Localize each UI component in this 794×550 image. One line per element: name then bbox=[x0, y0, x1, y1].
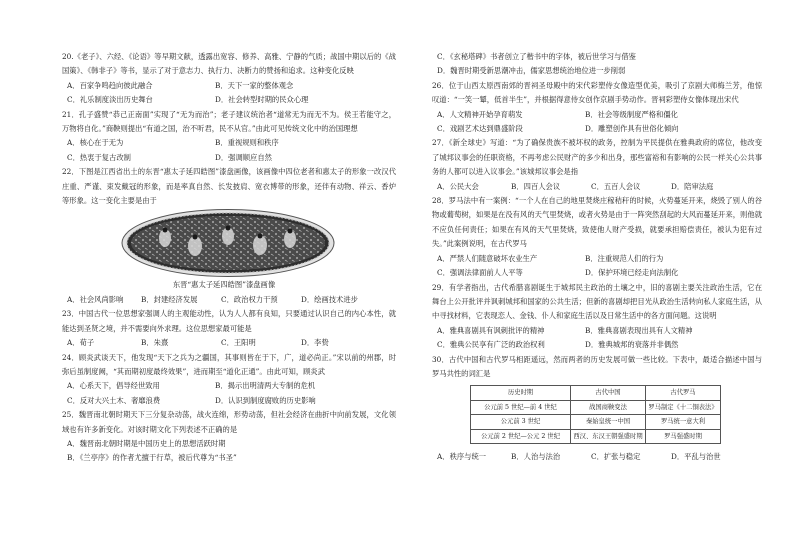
option-c: C．政治权力干预 bbox=[221, 294, 278, 304]
option-d: D．社会转型时期的民众心理 bbox=[215, 95, 309, 105]
question-stem: 25．魏晋南北朝时期天下三分复杂动荡，战火连绵，形势动荡，但社会经济在曲折中向前发展，文化领域也有许多新变化。对该时期文化下列表述不正确的是 bbox=[62, 410, 396, 434]
option-b: B．雅典喜剧表现出具有人文精神 bbox=[585, 325, 693, 335]
option-b: B．天下一家的整体观念 bbox=[215, 80, 294, 90]
question-25 bbox=[62, 408, 396, 466]
options bbox=[432, 450, 762, 464]
question-24 bbox=[62, 351, 396, 409]
option-b: B．封建经济发展 bbox=[141, 294, 198, 304]
option-b: B．社会等级制度严格和僵化 bbox=[585, 109, 678, 119]
option-b: B．四百人会议 bbox=[511, 181, 561, 191]
option-a: A．严禁人们随意破坏农业生产 bbox=[437, 253, 538, 263]
option-c: C．五百人会议 bbox=[591, 181, 641, 191]
table-row bbox=[471, 415, 721, 430]
table-cell: 罗马强盛时期 bbox=[646, 429, 721, 444]
comparison-table bbox=[470, 385, 721, 444]
question-stem: 30．古代中国和古代罗马相距遥远，然而两者的历史发展可做一些比较。下表中，最适合描述中国与罗马共性的词汇是 bbox=[432, 354, 762, 378]
option-c: C．反对大兴土木、奢靡浪费 bbox=[67, 395, 161, 405]
option-a: A．社会风尚影响 bbox=[67, 294, 124, 304]
question-21 bbox=[62, 108, 396, 166]
question-stem: 20.《老子》、六经、《论语》等早期文献，透露出宽容、修养、高雅、宁静的气质；战国中期以后的《战国策》、《韩非子》等书，显示了对于意志力、执行力、决断力的赞扬和追求。这种变化反映 bbox=[62, 52, 396, 76]
question-stem: 21．孔子盛赞“恭己正南面”实现了“无为而治”；老子建议统治者“道常无为而无不为。侯王若能守之，万物将自化。”商鞅则提出“有道之国，治不听君，民不从官。”由此可见传统文化中的治国理想 bbox=[62, 109, 396, 134]
option-d: D．强调顺应自然 bbox=[215, 152, 272, 162]
option-b: B．人治与法治 bbox=[511, 452, 561, 462]
option-d: D．雕塑创作具有世俗化倾向 bbox=[585, 124, 679, 134]
question-stem: 24．顾炎武谈天下，他发现“天下之兵为之疆国，其事则皆在于下，广，道必尚正。”宋以前的州郡，时弥后虽制度阙，“其而期初度最终效果”，进而期至“道化正通”。由此可知，顾炎武 bbox=[62, 352, 396, 376]
table-cell: 罗马统一意大利 bbox=[646, 415, 721, 430]
options bbox=[62, 437, 396, 466]
table-header: 古代罗马 bbox=[646, 386, 721, 401]
right-column bbox=[432, 50, 762, 465]
table-cell: 西汉、东汉王朝强盛时期 bbox=[571, 429, 646, 444]
question-stem: 27．《新全球史》写道：“为了确保贵族不被坏权的政务，控制为平民提供在雅典政府的席位，他改变了城邦议事会的任职资格，不再考虑公民财产的多少和出身，那些富裕和有影响的公民一样关心公共事务的人都可以进入议事会。”该城邦议事会是指 bbox=[432, 138, 762, 177]
option-d: D．认识到制度腐败的历史影响 bbox=[215, 395, 316, 405]
option-d: D．平乱与治世 bbox=[671, 452, 721, 462]
question-22 bbox=[62, 165, 396, 307]
table-cell: 秦始皇统一中国 bbox=[571, 415, 646, 430]
option-d: D．雅典城邦的衰落并非偶然 bbox=[585, 340, 679, 350]
option-b: B．《兰亭序》的作者尤擅于行草，被后代尊为“书圣” bbox=[67, 453, 237, 463]
table-cell: 罗马制定《十二铜表法》 bbox=[646, 400, 721, 415]
option-d: D．保护环境已经走向法制化 bbox=[585, 268, 679, 278]
option-a: A．雅典喜剧具有讽刺批评的精神 bbox=[437, 325, 545, 335]
option-a: A．荀子 bbox=[67, 338, 95, 348]
figure-caption: 东晋“惠太子延四皓图”漆盘画像 bbox=[172, 280, 276, 290]
options bbox=[432, 108, 762, 137]
question-20 bbox=[62, 50, 396, 108]
question-stem: 28．罗马法中有一案例：“一个人在自己的地里焚烧庄稼秸秆的时候，火势蔓延开来，烧毁了别人的谷物或葡萄树，如果是在没有风的天气里焚烧，或者火势是由于一阵突然刮起的大风而蔓延开来，则他就不应负任何责任；如果在有风的天气里焚烧，致使他人财产受损，就要承担赔偿责任，被认为犯有过失。”此案例说明，在古代罗马 bbox=[432, 196, 762, 249]
option-a: A．魏晋南北朝时期是中国历史上的思想活跃时期 bbox=[67, 438, 226, 448]
option-c: C．热衷于复古改制 bbox=[67, 152, 131, 162]
question-23 bbox=[62, 307, 396, 350]
figure-container bbox=[62, 208, 396, 278]
table-row bbox=[471, 400, 721, 415]
question-stem: 26．位于山西太原西南郊的晋祠圣母殿中的宋代彩塑侍女像造型优美，吸引了京剧大师梅兰芳，他惊叹道：“一笑一颦，低首半生”，并根据得意侍女创作京剧手势动作。晋祠彩塑侍女像体现出宋代 bbox=[432, 80, 762, 105]
question-stem: 22．下图是江西省出土的东晋“惠太子延四皓图”漆盘画像，该画像中四位老者和惠太子的形象一改汉代庄重、严谨、束发戴冠的形象，而是率真自然、长发披肩、宽衣博带的形象，还伴有动物、祥云、香炉等形象。这一变化主要是由于 bbox=[62, 167, 396, 206]
options bbox=[62, 136, 396, 165]
question-25-options-continued bbox=[432, 50, 762, 79]
table-cell: 公元前 2 世纪—公元 2 世纪 bbox=[471, 429, 571, 444]
option-a: A．百家争鸣趋向彼此融合 bbox=[67, 80, 153, 90]
option-c: C．强调法律面前人人平等 bbox=[437, 268, 523, 278]
option-c: C．王阳明 bbox=[221, 338, 256, 348]
question-stem: 23．中国古代一位思想家强调人的主观能动性，认为人人都有良知，只要通过认识自己的内心本性，就能达到圣贤之境，并不需要向外求理。这位思想家最可能是 bbox=[62, 309, 396, 333]
option-b: B．揭示出明清两大专制的危机 bbox=[215, 381, 316, 391]
option-c: C．戏剧艺术达到鼎盛阶段 bbox=[437, 124, 523, 134]
option-c: C．《玄秘塔碑》书者创立了楷书中的字体，被后世学习与借鉴 bbox=[437, 52, 636, 61]
options bbox=[62, 379, 396, 408]
option-d: D．绘画技术进步 bbox=[301, 294, 358, 304]
question-30 bbox=[432, 353, 762, 465]
options bbox=[62, 336, 396, 350]
options bbox=[432, 180, 762, 194]
options bbox=[432, 252, 762, 281]
question-26 bbox=[432, 79, 762, 137]
table-cell: 公元前 3 世纪 bbox=[471, 415, 571, 430]
option-a: A．公民大会 bbox=[437, 181, 479, 191]
option-b: B．朱熹 bbox=[141, 338, 169, 348]
table-header: 历史时期 bbox=[471, 386, 571, 401]
option-a: A．核心在于无为 bbox=[67, 138, 124, 148]
options bbox=[62, 293, 396, 307]
option-b: B．注重规范人们的行为 bbox=[585, 253, 664, 263]
question-29 bbox=[432, 281, 762, 353]
option-c: C．雅典公民享有广泛的政治权利 bbox=[437, 340, 545, 350]
options bbox=[62, 79, 396, 108]
table-header: 古代中国 bbox=[571, 386, 646, 401]
option-a: A．心系天下，倡导经世致用 bbox=[67, 381, 160, 391]
option-b: B．重视规则和秩序 bbox=[215, 138, 279, 148]
option-d: D．李贽 bbox=[301, 338, 329, 348]
options bbox=[432, 324, 762, 353]
option-c: C．礼乐制度淡出历史舞台 bbox=[67, 95, 153, 105]
question-27 bbox=[432, 136, 762, 194]
table-cell: 战国商鞅变法 bbox=[571, 400, 646, 415]
lacquer-plate-image bbox=[120, 208, 336, 278]
question-28 bbox=[432, 194, 762, 280]
option-a: A．人文精神开始孕育萌发 bbox=[437, 109, 523, 119]
option-c: C．扩张与稳定 bbox=[591, 452, 641, 462]
table-cell: 公元前 5 世纪—前 4 世纪 bbox=[471, 400, 571, 415]
option-d: D．陪审法庭 bbox=[671, 181, 714, 191]
table-header-row bbox=[471, 386, 721, 401]
left-column bbox=[62, 50, 396, 466]
option-a: A．秩序与统一 bbox=[437, 452, 487, 462]
option-d: D．魏晋时期受新思潮冲击，儒家思想统治地位进一步削弱 bbox=[437, 66, 626, 76]
question-stem: 29．有学者指出，古代希腊喜剧诞生于城邦民主政治的土壤之中，旧的喜剧主要关注政治生活，它在舞台上公开批评并讽刺城邦和国家的公共生活；但新的喜剧却把目光从政治生活转向私人家庭生活，从中寻找材料，它表现恋人、金钱、仆人和家庭生活以及日常生活中的各方面问题。这说明 bbox=[432, 282, 762, 321]
table-row bbox=[471, 429, 721, 444]
